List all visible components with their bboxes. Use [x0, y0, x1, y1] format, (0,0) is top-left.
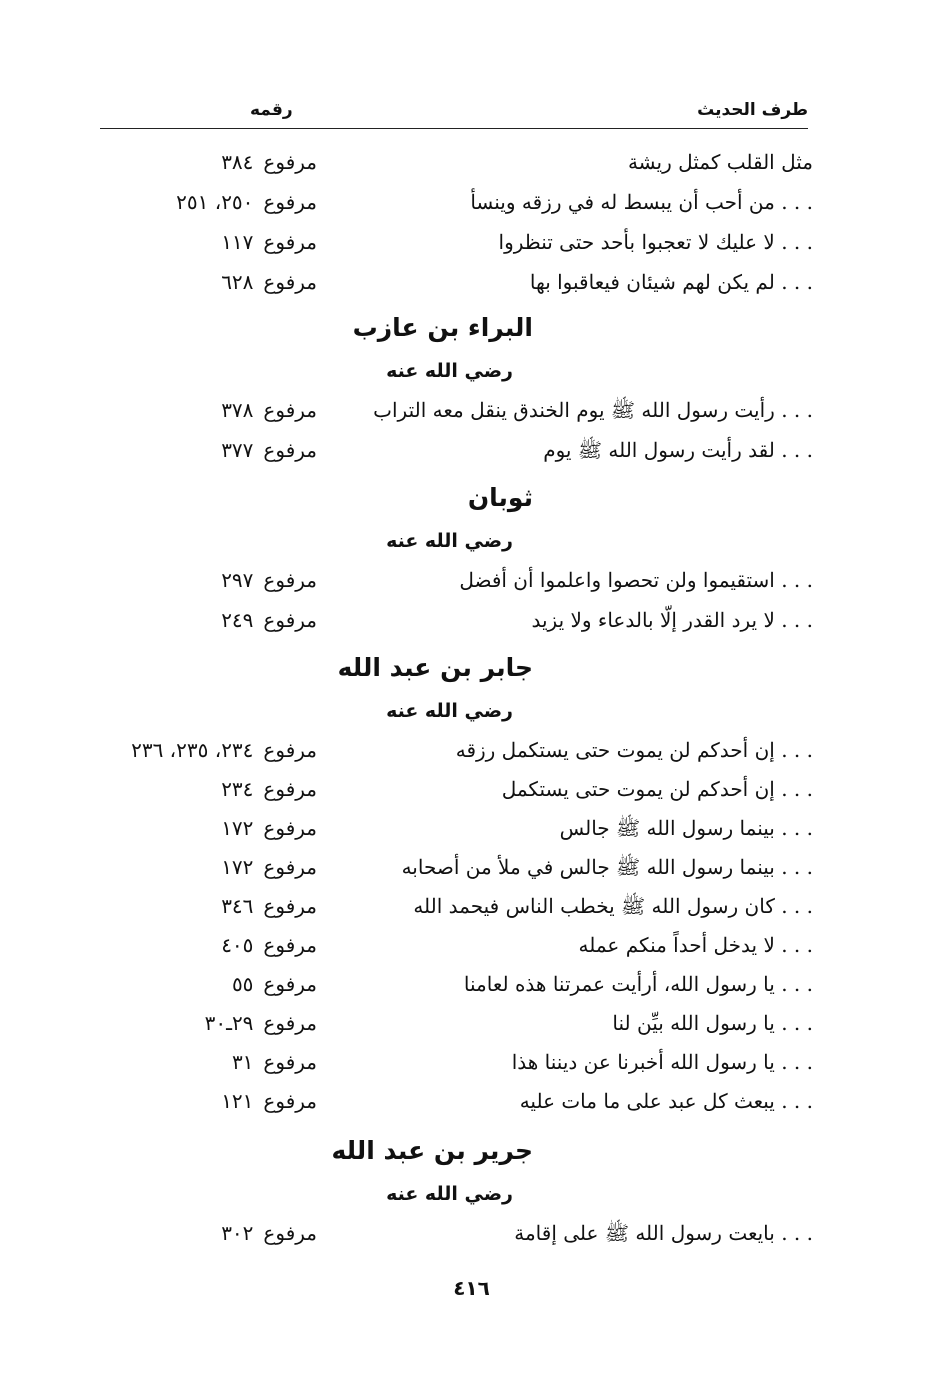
hadith-text: يا رسول الله، أرأيت عمرتنا هذه لعامنا . . .	[463, 972, 813, 996]
hadith-text: بينما رسول الله ﷺ جالس . . .	[559, 816, 813, 840]
page-number: ٤١٦	[453, 1276, 490, 1300]
hadith-row	[0, 398, 943, 438]
hadith-ref	[105, 568, 317, 592]
hadith-number: ١٢١	[221, 1089, 254, 1113]
hadith-kind: مرفوع	[263, 816, 317, 840]
hadith-kind: مرفوع	[263, 1089, 317, 1113]
hadith-ref	[105, 777, 317, 801]
hadith-row	[0, 1089, 943, 1129]
hadith-kind: مرفوع	[263, 1011, 317, 1035]
narrator-name: ثوبان	[467, 483, 533, 512]
hadith-text: لا يرد القدر إلّا بالدعاء ولا يزيد . . .	[531, 608, 813, 632]
hadith-number: ٢٣٤، ٢٣٥، ٢٣٦	[131, 738, 254, 762]
hadith-number: ١١٧	[221, 230, 254, 254]
hadith-number: ١٧٢	[221, 816, 254, 840]
hadith-ref	[105, 1050, 317, 1074]
hadith-number: ٢٥٠، ٢٥١	[176, 190, 254, 214]
hadith-number: ٣٧٧	[221, 438, 254, 462]
hadith-text: لا يدخل أحداً منكم عمله . . .	[578, 933, 813, 957]
hadith-row	[0, 230, 943, 270]
hadith-number: ٣٨٤	[221, 150, 254, 174]
hadith-ref	[105, 608, 317, 632]
hadith-text: استقيموا ولن تحصوا واعلموا أن أفضل . . .	[459, 568, 813, 592]
hadith-ref	[105, 398, 317, 422]
hadith-number: ١٧٢	[221, 855, 254, 879]
column-header-number: رقمه	[250, 100, 293, 120]
narrator-honorific: رضي الله عنه	[386, 1183, 513, 1205]
hadith-number: ٣٠٢	[221, 1221, 254, 1245]
hadith-text: يبعث كل عبد على ما مات عليه . . .	[519, 1089, 813, 1113]
hadith-number: ٦٢٨	[221, 270, 254, 294]
hadith-text: من أحب أن يبسط له في رزقه وينسأ . . .	[470, 190, 813, 214]
narrator-name: جابر بن عبد الله	[337, 653, 533, 682]
hadith-text: لا عليك لا تعجبوا بأحد حتى تنظروا . . .	[498, 230, 813, 254]
hadith-row	[0, 190, 943, 230]
hadith-number: ٣١	[231, 1050, 254, 1074]
hadith-kind: مرفوع	[263, 894, 317, 918]
hadith-ref	[105, 738, 317, 762]
hadith-row	[0, 738, 943, 778]
hadith-kind: مرفوع	[263, 230, 317, 254]
hadith-ref	[105, 855, 317, 879]
narrator-honorific: رضي الله عنه	[386, 360, 513, 382]
hadith-ref	[105, 972, 317, 996]
hadith-ref	[105, 230, 317, 254]
hadith-row	[0, 1011, 943, 1051]
hadith-ref	[105, 1221, 317, 1245]
hadith-kind: مرفوع	[263, 738, 317, 762]
hadith-number: ٣٧٨	[221, 398, 254, 422]
hadith-kind: مرفوع	[263, 777, 317, 801]
narrator-name: البراء بن عازب	[352, 313, 533, 342]
header-rule	[100, 128, 808, 129]
hadith-text: بينما رسول الله ﷺ جالس في ملأ من أصحابه . . .	[401, 855, 813, 879]
hadith-ref	[105, 894, 317, 918]
hadith-ref	[105, 150, 317, 174]
hadith-ref	[105, 190, 317, 214]
hadith-row	[0, 1221, 943, 1261]
hadith-text: لقد رأيت رسول الله ﷺ يوم . . .	[543, 438, 813, 462]
hadith-text: رأيت رسول الله ﷺ يوم الخندق ينقل معه التراب . . .	[373, 398, 813, 422]
narrator-honorific: رضي الله عنه	[386, 530, 513, 552]
narrator-honorific: رضي الله عنه	[386, 700, 513, 722]
hadith-text: إن أحدكم لن يموت حتى يستكمل . . .	[501, 777, 813, 801]
hadith-kind: مرفوع	[263, 398, 317, 422]
hadith-row	[0, 855, 943, 895]
hadith-kind: مرفوع	[263, 438, 317, 462]
hadith-number: ٢٩ـ٣٠	[204, 1011, 254, 1035]
hadith-text: بايعت رسول الله ﷺ على إقامة . . .	[514, 1221, 813, 1245]
hadith-ref	[105, 270, 317, 294]
hadith-row	[0, 777, 943, 817]
narrator-name: جرير بن عبد الله	[331, 1136, 533, 1165]
hadith-text: مثل القلب كمثل ريشة	[627, 150, 813, 174]
hadith-text: لم يكن لهم شيئان فيعاقبوا بها . . .	[529, 270, 813, 294]
hadith-ref	[105, 816, 317, 840]
hadith-number: ٤٠٥	[221, 933, 254, 957]
hadith-kind: مرفوع	[263, 1221, 317, 1245]
hadith-kind: مرفوع	[263, 150, 317, 174]
hadith-ref	[105, 933, 317, 957]
hadith-ref	[105, 1011, 317, 1035]
hadith-kind: مرفوع	[263, 270, 317, 294]
hadith-number: ٣٤٦	[221, 894, 254, 918]
hadith-number: ٥٥	[231, 972, 254, 996]
hadith-kind: مرفوع	[263, 1050, 317, 1074]
hadith-ref	[105, 438, 317, 462]
hadith-kind: مرفوع	[263, 933, 317, 957]
hadith-text: كان رسول الله ﷺ يخطب الناس فيحمد الله . . .	[413, 894, 813, 918]
hadith-row	[0, 608, 943, 648]
hadith-row	[0, 816, 943, 856]
hadith-row	[0, 972, 943, 1012]
hadith-text: يا رسول الله أخبرنا عن ديننا هذا . . .	[511, 1050, 813, 1074]
hadith-row	[0, 894, 943, 934]
hadith-number: ٢٤٩	[221, 608, 254, 632]
hadith-ref	[105, 1089, 317, 1113]
hadith-row	[0, 438, 943, 478]
hadith-row	[0, 150, 943, 190]
hadith-number: ٢٩٧	[221, 568, 254, 592]
hadith-row	[0, 933, 943, 973]
hadith-kind: مرفوع	[263, 972, 317, 996]
hadith-text: يا رسول الله بيِّن لنا . . .	[612, 1011, 813, 1035]
hadith-row	[0, 1050, 943, 1090]
column-header-hadith: طرف الحديث	[697, 100, 808, 120]
hadith-kind: مرفوع	[263, 568, 317, 592]
hadith-kind: مرفوع	[263, 190, 317, 214]
hadith-row	[0, 568, 943, 608]
hadith-kind: مرفوع	[263, 855, 317, 879]
hadith-row	[0, 270, 943, 310]
hadith-kind: مرفوع	[263, 608, 317, 632]
hadith-number: ٢٣٤	[221, 777, 254, 801]
hadith-text: إن أحدكم لن يموت حتى يستكمل رزقه . . .	[455, 738, 813, 762]
